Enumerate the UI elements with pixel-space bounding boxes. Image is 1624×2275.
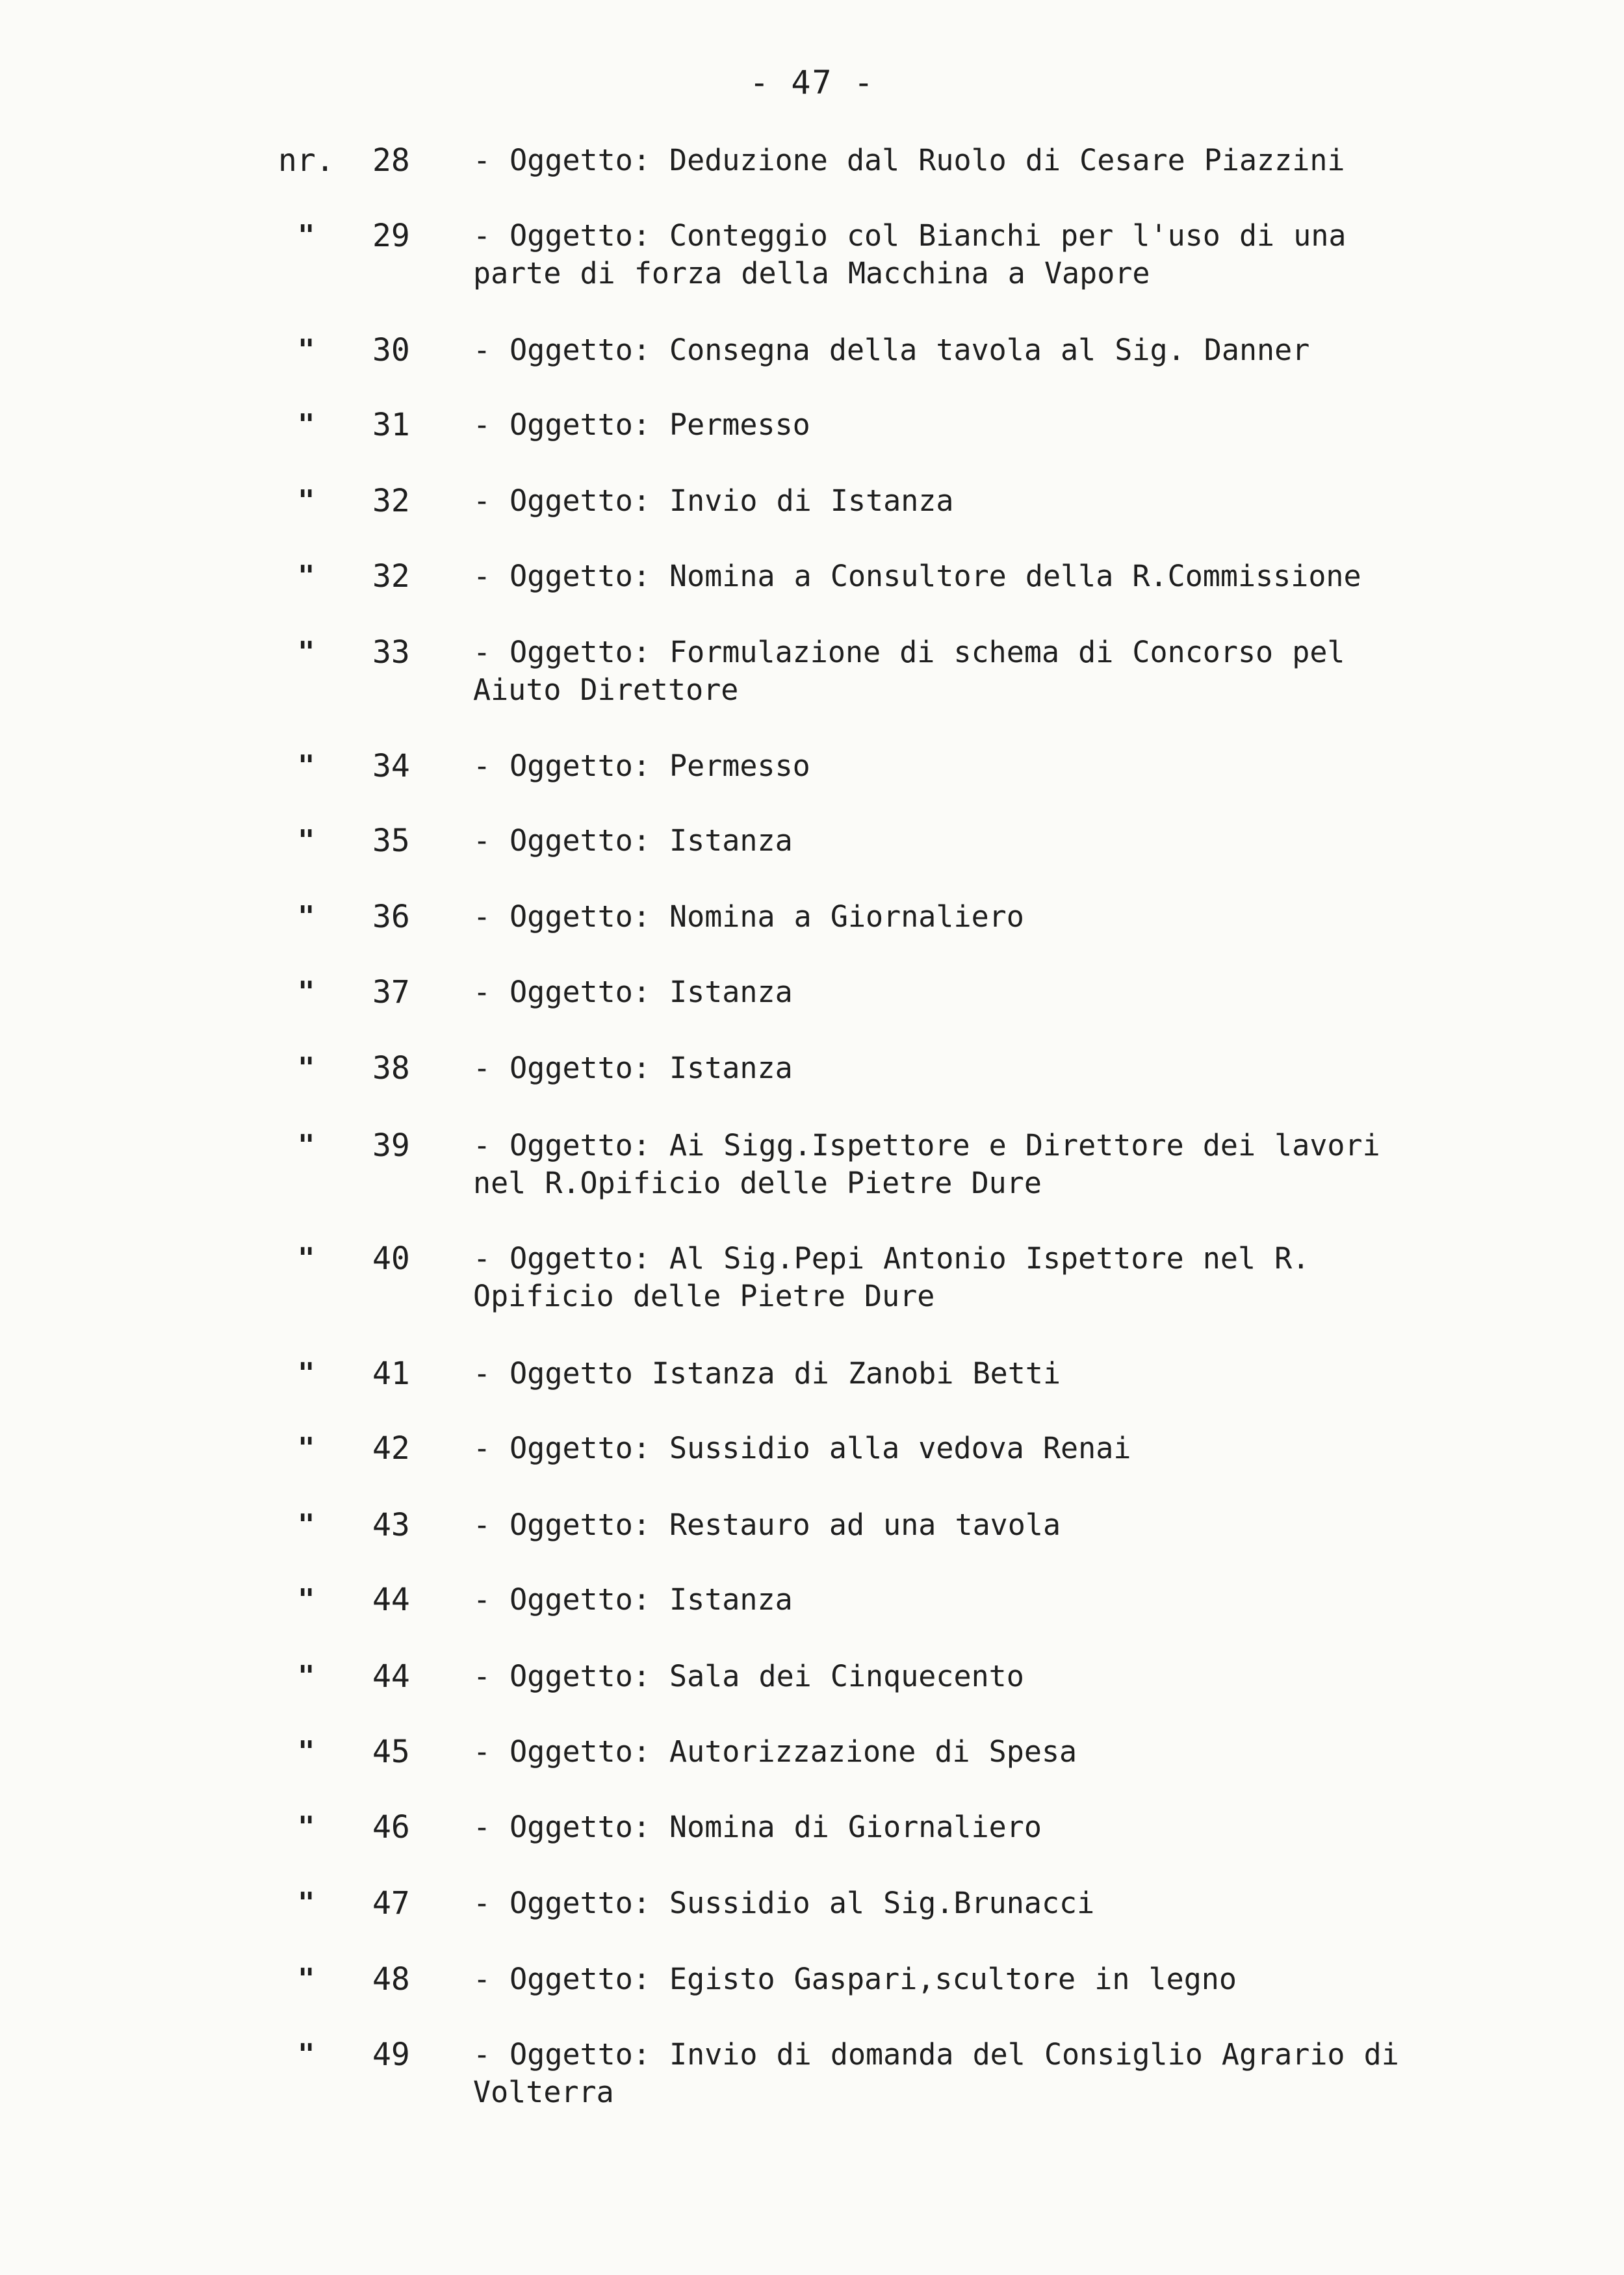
entry-subject: - Oggetto: Egisto Gaspari,scultore in legno [473, 1962, 1237, 1996]
entry-number: 46 [372, 1809, 410, 1845]
entry-subject: - Oggetto: Invio di domanda del Consiglio Agrario di Volterra [473, 2037, 1399, 2109]
ditto-mark: " [298, 1508, 315, 1541]
entry-subject: - Oggetto: Formulazione di schema di Concorso pel Aiuto Direttore [473, 635, 1345, 707]
entry-subject: - Oggetto: Nomina a Giornaliero [473, 899, 1024, 934]
entry-number: 45 [372, 1734, 410, 1770]
entry-subject: - Oggetto: Permesso [473, 407, 810, 442]
entry-number: 49 [372, 2037, 410, 2073]
entry-subject: - Oggetto: Invio di Istanza [473, 483, 954, 518]
entry-number: 48 [372, 1961, 410, 1998]
entry-number: 32 [372, 483, 410, 519]
ditto-mark: " [298, 1051, 315, 1085]
ditto-mark: " [298, 1810, 315, 1844]
entry-subject: - Oggetto: Consegna della tavola al Sig. Danner [473, 333, 1310, 367]
entry-number: 40 [372, 1240, 410, 1277]
entry-subject: - Oggetto: Al Sig.Pepi Antonio Ispettore nel R. Opificio delle Pietre Dure [473, 1241, 1310, 1313]
ditto-mark: " [298, 219, 315, 252]
entry-number: 38 [372, 1050, 410, 1086]
ditto-mark: " [298, 636, 315, 669]
entry-subject: - Oggetto: Istanza [473, 975, 793, 1009]
entry-number: 36 [372, 899, 410, 935]
entry-subject: - Oggetto: Restauro ad una tavola [473, 1508, 1061, 1542]
ditto-mark: " [298, 900, 315, 933]
ditto-mark: " [298, 333, 315, 366]
ditto-mark: " [298, 749, 315, 782]
entry-number: 42 [372, 1430, 410, 1467]
ditto-mark: " [298, 2038, 315, 2071]
entry-number: 44 [372, 1582, 410, 1618]
entry-prefix: nr. [278, 142, 335, 179]
entry-number: 41 [372, 1356, 410, 1392]
entry-number: 28 [372, 142, 410, 179]
entry-subject: - Oggetto: Istanza [473, 1051, 793, 1085]
entry-number: 33 [372, 634, 410, 671]
entry-number: 47 [372, 1885, 410, 1922]
ditto-mark: " [298, 1583, 315, 1616]
entry-subject: - Oggetto: Sussidio alla vedova Renai [473, 1431, 1131, 1465]
entry-number: 44 [372, 1658, 410, 1695]
entry-subject: - Oggetto: Sala dei Cinquecento [473, 1659, 1024, 1693]
entry-number: 37 [372, 974, 410, 1010]
ditto-mark: " [298, 1962, 315, 1996]
ditto-mark: " [298, 824, 315, 857]
entry-subject: - Oggetto Istanza di Zanobi Betti [473, 1356, 1061, 1391]
entry-number: 34 [372, 748, 410, 784]
entry-subject: - Oggetto: Istanza [473, 1582, 793, 1617]
entry-number: 35 [372, 823, 410, 859]
ditto-mark: " [298, 408, 315, 441]
entry-subject: - Oggetto: Sussidio al Sig.Brunacci [473, 1886, 1095, 1920]
entry-subject: - Oggetto: Conteggio col Bianchi per l'uso di una parte di forza della Macchina a Vapore [473, 218, 1347, 290]
ditto-mark: " [298, 1357, 315, 1390]
ditto-mark: " [298, 484, 315, 517]
ditto-mark: " [298, 1242, 315, 1275]
entry-subject: - Oggetto: Istanza [473, 823, 793, 858]
entry-subject: - Oggetto: Deduzione dal Ruolo di Cesare Piazzini [473, 143, 1345, 177]
ditto-mark: " [298, 1886, 315, 1920]
ditto-mark: " [298, 1432, 315, 1465]
ditto-mark: " [298, 975, 315, 1009]
entry-number: 30 [372, 332, 410, 368]
ditto-mark: " [298, 1129, 315, 1162]
ditto-mark: " [298, 1735, 315, 1768]
entry-subject: - Oggetto: Ai Sigg.Ispettore e Direttore dei lavori nel R.Opificio delle Pietre Dure [473, 1128, 1380, 1200]
entry-subject: - Oggetto: Permesso [473, 749, 810, 783]
ditto-mark: " [298, 559, 315, 593]
entry-subject: - Oggetto: Nomina di Giornaliero [473, 1810, 1042, 1844]
page-number: - 47 - [749, 64, 875, 101]
entry-number: 31 [372, 407, 410, 443]
entry-subject: - Oggetto: Autorizzazione di Spesa [473, 1734, 1077, 1769]
entry-number: 39 [372, 1127, 410, 1164]
ditto-mark: " [298, 1660, 315, 1693]
entry-number: 29 [372, 218, 410, 254]
entry-subject: - Oggetto: Nomina a Consultore della R.Commissione [473, 559, 1361, 593]
entry-number: 32 [372, 558, 410, 595]
entry-number: 43 [372, 1507, 410, 1543]
